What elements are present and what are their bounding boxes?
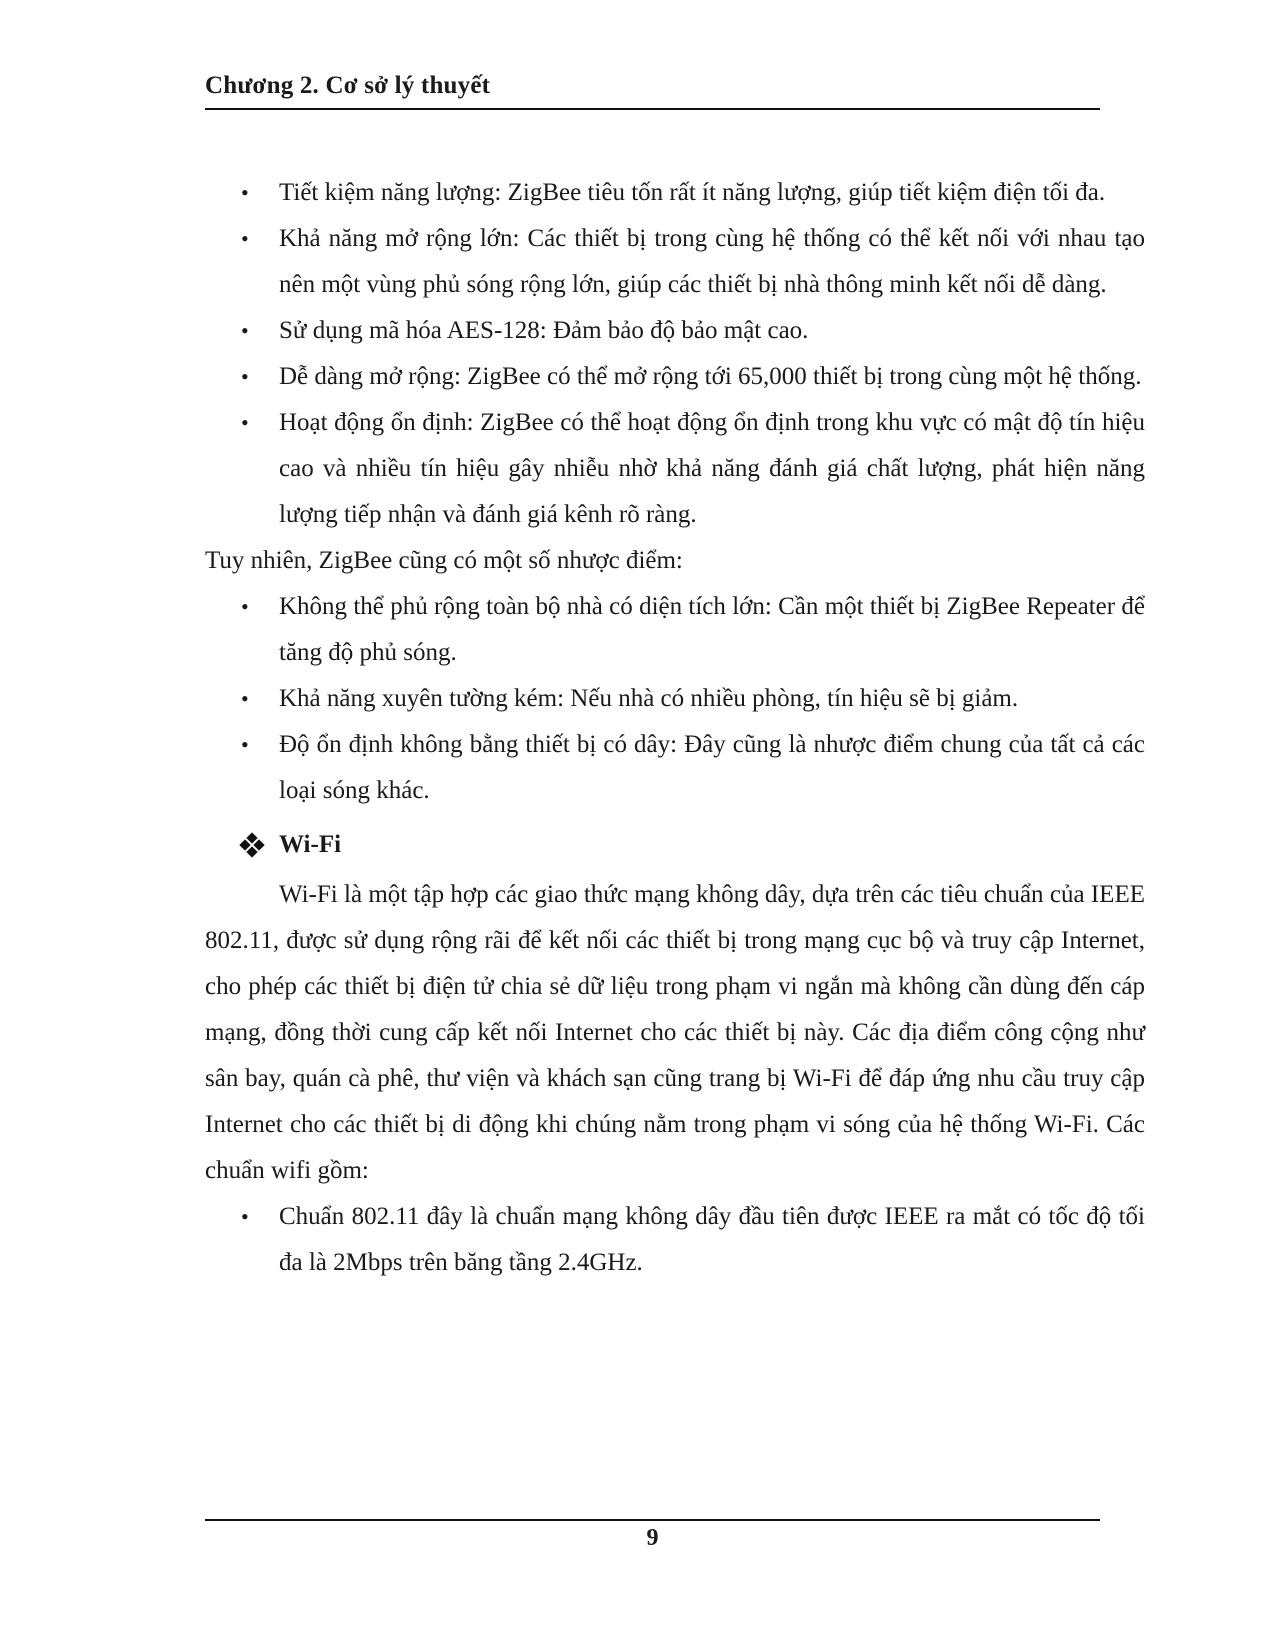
- list-item-text: Khả năng xuyên tường kém: Nếu nhà có nhiều phòng, tín hiệu sẽ bị giảm.: [279, 685, 1019, 712]
- list-item-text: Dễ dàng mở rộng: ZigBee có thể mở rộng tới 65,000 thiết bị trong cùng một hệ thống.: [279, 363, 1142, 390]
- bullet-dot-icon: •: [241, 1204, 249, 1229]
- bullet-dot-icon: •: [241, 318, 249, 343]
- list-item-text: Khả năng mở rộng lớn: Các thiết bị trong cùng hệ thống có thể kết nối với nhau tạo nên một vùng phủ sóng rộng lớn, giúp các thiết bị nhà thông minh kết nối dễ dàng.: [279, 225, 1145, 298]
- list-item: [205, 400, 1145, 538]
- list-item-text: Không thể phủ rộng toàn bộ nhà có diện tích lớn: Cần một thiết bị ZigBee Repeater để tăng độ phủ sóng.: [279, 593, 1145, 666]
- list-item: [205, 216, 1145, 308]
- list-item: [205, 1194, 1145, 1286]
- list-item: [205, 354, 1145, 400]
- list-item-text: Hoạt động ổn định: ZigBee có thể hoạt động ổn định trong khu vực có mật độ tín hiệu cao và nhiều tín hiệu gây nhiễu nhờ khả năng đánh giá chất lượng, phát hiện năng lượng tiếp nhận và đánh giá kênh rõ ràng.: [279, 409, 1145, 528]
- wifi-heading-label: Wi-Fi: [279, 831, 342, 858]
- bullet-dot-icon: •: [241, 732, 249, 757]
- bullet-dot-icon: •: [241, 410, 249, 435]
- zigbee-advantages-list: [205, 170, 1145, 538]
- list-item: [205, 676, 1145, 722]
- bullet-dot-icon: •: [241, 686, 249, 711]
- bullet-dot-icon: •: [241, 226, 249, 251]
- page-content: [205, 170, 1145, 1286]
- list-item: [205, 308, 1145, 354]
- list-item-text: Sử dụng mã hóa AES-128: Đảm bảo độ bảo mật cao.: [279, 317, 809, 344]
- page-number: 9: [646, 1525, 659, 1551]
- list-item: [205, 584, 1145, 676]
- wifi-heading: [205, 822, 1145, 868]
- page-header-title: Chương 2. Cơ sở lý thuyết: [205, 72, 491, 99]
- bullet-dot-icon: •: [241, 180, 249, 205]
- list-item-text: Độ ổn định không bằng thiết bị có dây: Đây cũng là nhược điểm chung của tất cả các loại sóng khác.: [279, 731, 1145, 804]
- zigbee-disadvantages-list: [205, 584, 1145, 814]
- list-item-text: Chuẩn 802.11 đây là chuẩn mạng không dây đầu tiên được IEEE ra mắt có tốc độ tối đa là 2Mbps trên băng tầng 2.4GHz.: [279, 1203, 1145, 1276]
- bullet-dot-icon: •: [241, 594, 249, 619]
- list-item: [205, 170, 1145, 216]
- header-divider: [205, 108, 1100, 110]
- disadvantages-intro: Tuy nhiên, ZigBee cũng có một số nhược điểm:: [205, 547, 683, 574]
- list-item: [205, 722, 1145, 814]
- list-item-text: Tiết kiệm năng lượng: ZigBee tiêu tốn rất ít năng lượng, giúp tiết kiệm điện tối đa.: [279, 179, 1106, 206]
- footer-divider: [205, 1519, 1100, 1521]
- wifi-standards-list: [205, 1194, 1145, 1286]
- diamond-bullet-icon: [241, 834, 263, 856]
- wifi-paragraph: Wi-Fi là một tập hợp các giao thức mạng không dây, dựa trên các tiêu chuẩn của IEEE 802.11, được sử dụng rộng rãi để kết nối các thiết bị trong mạng cục bộ và truy cập Internet, cho phép các thiết bị điện tử chia sẻ dữ liệu trong phạm vi ngắn mà không cần dùng đến cáp mạng, đồng thời cung cấp kết nối Internet cho các thiết bị này. Các địa điểm công cộng như sân bay, quán cà phê, thư viện và khách sạn cũng trang bị Wi-Fi để đáp ứng nhu cầu truy cập Internet cho các thiết bị di động khi chúng nằm trong phạm vi sóng của hệ thống Wi-Fi. Các chuẩn wifi gồm:: [205, 881, 1145, 1184]
- bullet-dot-icon: •: [241, 364, 249, 389]
